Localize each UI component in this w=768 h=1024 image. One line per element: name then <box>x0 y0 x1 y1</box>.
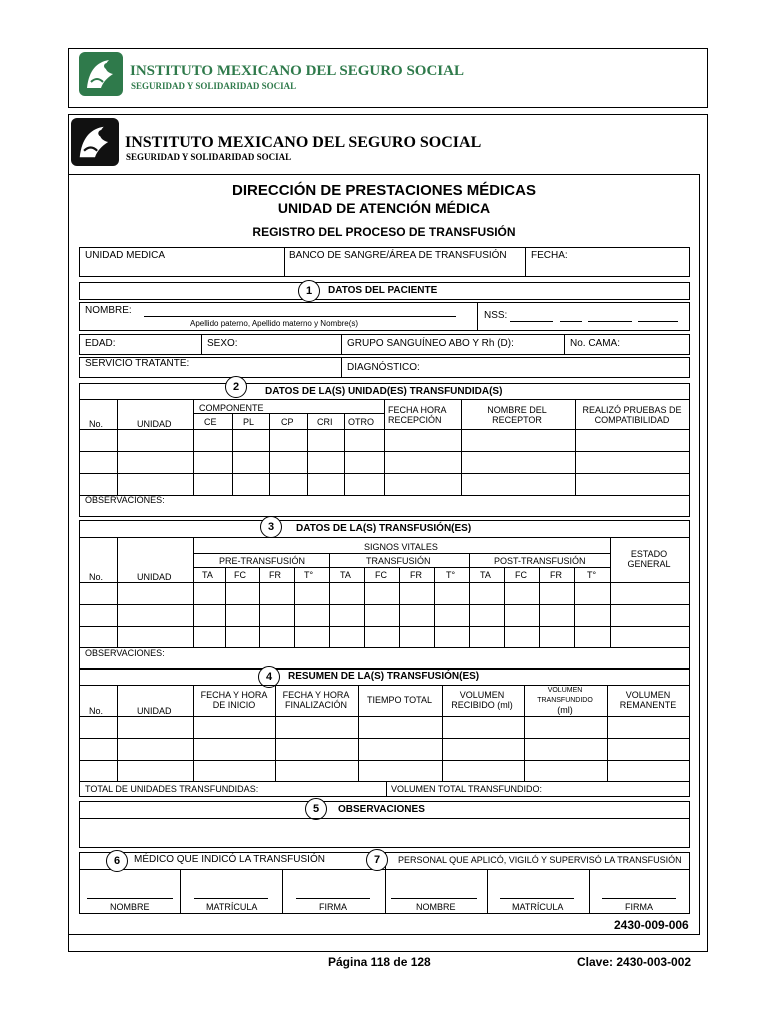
form-code: 2430-009-006 <box>614 918 689 932</box>
unidad-medica-label: UNIDAD MEDICA <box>85 250 166 261</box>
s2-comp-ce: CE <box>204 417 217 427</box>
personal-nombre-line <box>391 898 477 899</box>
nss-underline <box>510 321 553 322</box>
s3-vital: FR <box>269 570 281 580</box>
institution-subtitle: SEGURIDAD Y SOLIDARIDAD SOCIAL <box>126 152 292 162</box>
s3-vital: T° <box>587 570 597 580</box>
s2-unidad-header: UNIDAD <box>137 419 172 429</box>
sexo-label: SEXO: <box>207 338 238 349</box>
nss-label: NSS: <box>484 310 508 321</box>
imss-eagle-logo-icon <box>79 52 123 96</box>
personal-matricula-label: MATRÍCULA <box>512 902 564 912</box>
personal-nombre-label: NOMBRE <box>416 902 456 912</box>
nombre-underline <box>144 316 456 317</box>
s4-no-header: No. <box>89 706 104 716</box>
personal-firma-line <box>602 898 676 899</box>
section1-number: 1 <box>298 280 320 302</box>
direction-title: DIRECCIÓN DE PRESTACIONES MÉDICAS <box>232 182 536 199</box>
imss-eagle-logo-icon <box>71 118 119 166</box>
s3-vital: TA <box>340 570 351 580</box>
s3-observaciones-label: OBSERVACIONES: <box>85 648 165 658</box>
edad-label: EDAD: <box>85 338 116 349</box>
section3-title: DATOS DE LA(S) TRANSFUSIÓN(ES) <box>296 523 472 534</box>
s4-unidad-header: UNIDAD <box>137 706 172 716</box>
page-number: Página 118 de 128 <box>328 955 431 969</box>
s3-estado-header: ESTADO GENERAL <box>627 549 671 569</box>
s4-tiempo-header: TIEMPO TOTAL <box>367 695 433 705</box>
nss-underline <box>560 321 582 322</box>
nombre-label: NOMBRE: <box>85 305 132 316</box>
s4-total-unidades-label: TOTAL DE UNIDADES TRANSFUNDIDAS: <box>85 784 259 794</box>
s3-signos-header: SIGNOS VITALES <box>364 542 438 552</box>
institution-name: INSTITUTO MEXICANO DEL SEGURO SOCIAL <box>125 134 482 151</box>
s3-vital: FR <box>550 570 562 580</box>
s2-comp-pl: PL <box>243 417 255 427</box>
s3-pre-header: PRE-TRANSFUSIÓN <box>219 556 306 566</box>
s4-fecha-inicio-header: FECHA Y HORA DE INICIO <box>200 690 268 710</box>
personal-firma-label: FIRMA <box>625 902 653 912</box>
s4-volumen-total-label: VOLUMEN TOTAL TRANSFUNDIDO: <box>391 784 543 794</box>
s2-comp-otro: OTRO <box>348 417 374 427</box>
nss-underline <box>588 321 632 322</box>
section2-number: 2 <box>225 376 247 398</box>
institution-name-top: INSTITUTO MEXICANO DEL SEGURO SOCIAL <box>130 63 464 79</box>
s3-vital: TA <box>202 570 213 580</box>
s3-vital: FC <box>375 570 387 580</box>
s2-observaciones-label: OBSERVACIONES: <box>85 495 165 505</box>
medico-nombre-line <box>87 898 173 899</box>
s2-fecha-hora-header: FECHA HORA RECEPCIÓN <box>388 405 447 425</box>
s3-vital: FC <box>515 570 527 580</box>
nombre-hint: Apellido paterno, Apellido materno y Nombre(s) <box>190 319 359 328</box>
section5-title: OBSERVACIONES <box>338 804 425 815</box>
s4-vol-recibido-header: VOLUMEN RECIBIDO (ml) <box>451 690 513 710</box>
observaciones-field[interactable] <box>79 818 690 848</box>
s2-comp-cri: CRI <box>317 417 333 427</box>
s4-vol-remanente-header: VOLUMEN REMANENTE <box>619 690 677 710</box>
s2-no-header: No. <box>89 419 104 429</box>
grupo-sanguineo-label: GRUPO SANGUÍNEO ABO Y Rh (D): <box>347 338 514 349</box>
s2-nombre-receptor-header: NOMBRE DEL RECEPTOR <box>487 405 547 425</box>
section7-title: PERSONAL QUE APLICÓ, VIGILÓ Y SUPERVISÓ LA TRANSFUSIÓN <box>398 855 682 865</box>
s3-no-header: No. <box>89 572 104 582</box>
medico-firma-line <box>296 898 370 899</box>
section5-number: 5 <box>305 798 327 820</box>
nss-field[interactable] <box>477 302 690 331</box>
institution-subtitle-top: SEGURIDAD Y SOLIDARIDAD SOCIAL <box>131 81 297 91</box>
banco-sangre-label: BANCO DE SANGRE/ÁREA DE TRANSFUSIÓN <box>289 250 507 261</box>
s3-vital: T° <box>446 570 456 580</box>
section3-number: 3 <box>260 516 282 538</box>
section4-number: 4 <box>258 666 280 688</box>
s4-vol-transfundido-unit: (ml) <box>557 705 573 715</box>
medico-matricula-line <box>194 898 268 899</box>
s3-vital: T° <box>304 570 314 580</box>
unit-title: UNIDAD DE ATENCIÓN MÉDICA <box>277 200 491 216</box>
document-clave: Clave: 2430-003-002 <box>577 955 692 969</box>
medico-matricula-label: MATRÍCULA <box>206 902 258 912</box>
registry-title: REGISTRO DEL PROCESO DE TRANSFUSIÓN <box>252 225 516 239</box>
medico-nombre-label: NOMBRE <box>110 902 150 912</box>
section4-title: RESUMEN DE LA(S) TRANSFUSIÓN(ES) <box>288 671 480 682</box>
servicio-label: SERVICIO TRATANTE: <box>85 358 190 369</box>
s4-vol-transfundido-header: VOLUMEN TRANSFUNDIDO <box>537 687 593 704</box>
fecha-label: FECHA: <box>531 250 568 261</box>
section1-title: DATOS DEL PACIENTE <box>328 285 438 296</box>
s3-vital: TA <box>480 570 491 580</box>
section7-number: 7 <box>366 849 388 871</box>
personal-matricula-line <box>500 898 574 899</box>
diagnostico-label: DIAGNÓSTICO: <box>347 362 420 373</box>
section6-number: 6 <box>106 850 128 872</box>
s2-componente-header: COMPONENTE <box>199 403 264 413</box>
medico-firma-label: FIRMA <box>319 902 347 912</box>
s3-trans-header: TRANSFUSIÓN <box>366 556 431 566</box>
s2-comp-cp: CP <box>281 417 294 427</box>
s3-vital: FC <box>234 570 246 580</box>
s3-post-header: POST-TRANSFUSIÓN <box>494 556 586 566</box>
s4-fecha-fin-header: FECHA Y HORA FINALIZACIÓN <box>282 690 350 710</box>
s3-vital: FR <box>410 570 422 580</box>
s3-unidad-header: UNIDAD <box>137 572 172 582</box>
section2-title: DATOS DE LA(S) UNIDAD(ES) TRANSFUNDIDA(S) <box>265 386 503 397</box>
nss-underline <box>638 321 678 322</box>
s2-pruebas-header: REALIZÓ PRUEBAS DE COMPATIBILIDAD <box>582 405 682 425</box>
cama-label: No. CAMA: <box>570 338 621 349</box>
section6-title: MÉDICO QUE INDICÓ LA TRANSFUSIÓN <box>134 854 325 865</box>
